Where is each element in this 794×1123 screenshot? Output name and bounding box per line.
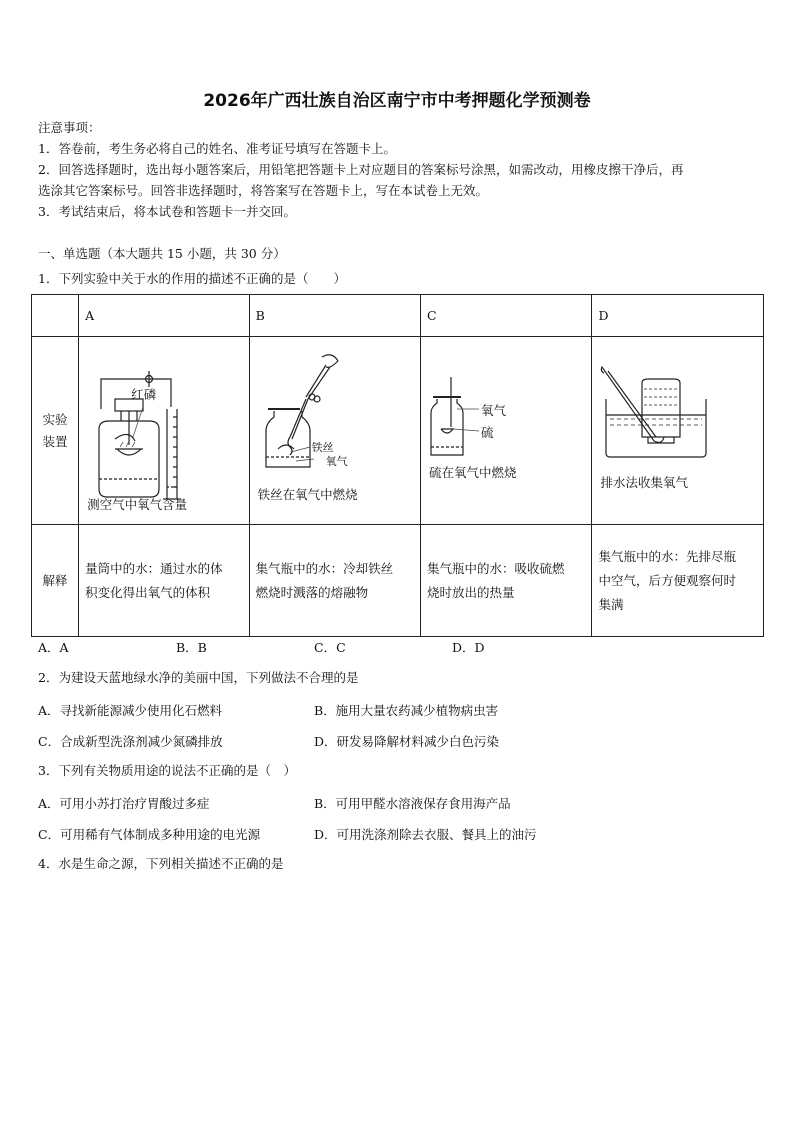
q3-option-c[interactable]: C．可用稀有气体制成多种用途的电光源 — [38, 827, 261, 842]
oxygen-label-c: 氧气 — [481, 403, 507, 418]
explanation-d — [592, 525, 764, 637]
notice-heading: 注意事项： — [38, 120, 101, 135]
red-phosphorus-label: 红磷 — [131, 387, 157, 402]
header-a: A — [79, 295, 249, 337]
notice-item-2-cont: 选涂其它答案标号。回答非选择题时，将答案写在答题卡上，写在本试卷上无效。 — [38, 183, 489, 198]
explanation-d-line1: 集气瓶中的水：先排尽瓶 — [598, 548, 736, 564]
explanation-b — [249, 525, 420, 637]
q1-table — [31, 294, 764, 637]
q2-option-b[interactable]: B．施用大量农药减少植物病虫害 — [314, 703, 499, 718]
notice-item-3: 3．考试结束后，将本试卷和答题卡一并交回。 — [38, 204, 296, 219]
header-c: C — [421, 295, 592, 337]
table-header-row — [32, 295, 764, 337]
q1-option-c[interactable]: C．C — [314, 640, 346, 655]
q3-option-d[interactable]: D．可用洗涤剂除去衣服、餐具上的油污 — [314, 827, 537, 842]
q2-option-a[interactable]: A．寻找新能源减少使用化石燃料 — [38, 703, 223, 718]
explanation-b-line2: 燃烧时溅落的熔融物 — [255, 584, 369, 600]
caption-a: 测空气中氧气含量 — [87, 497, 188, 512]
q1-option-d[interactable]: D．D — [452, 640, 485, 655]
q1-stem: 1．下列实验中关于水的作用的描述不正确的是（ ） — [38, 271, 346, 286]
oxygen-label-b: 氧气 — [325, 455, 348, 468]
q2-option-c[interactable]: C．合成新型洗涤剂减少氮磷排放 — [38, 734, 223, 749]
caption-c: 硫在氧气中燃烧 — [429, 465, 517, 480]
apparatus-row — [32, 337, 764, 525]
explanation-row-label: 解释 — [32, 525, 79, 637]
explanation-c-line1: 集气瓶中的水：吸收硫燃 — [427, 560, 565, 576]
explanation-d-line3: 集满 — [598, 596, 624, 612]
q2-option-d[interactable]: D．研发易降解材料减少白色污染 — [314, 734, 500, 749]
q1-option-a[interactable]: A．A — [38, 640, 69, 655]
notice-item-2: 2．回答选择题时，选出每小题答案后，用铅笔把答题卡上对应题目的答案标号涂黑，如需改动，用橡皮擦干净后，再 — [38, 162, 684, 177]
page-title: 2026年广西壮族自治区南宁市中考押题化学预测卷 — [203, 91, 591, 111]
q3-stem: 3．下列有关物质用途的说法不正确的是（ ） — [38, 763, 296, 778]
apparatus-row-label — [32, 337, 79, 525]
caption-b: 铁丝在氧气中燃烧 — [257, 487, 358, 502]
header-d: D — [592, 295, 764, 337]
apparatus-c — [421, 337, 592, 525]
section-heading: 一、单选题（本大题共 15 小题，共 30 分） — [38, 246, 286, 261]
apparatus-d — [592, 337, 764, 525]
explanation-d-line2: 中空气，后方便观察何时 — [598, 572, 736, 588]
apparatus-b — [249, 337, 420, 525]
q2-stem: 2．为建设天蓝地绿水净的美丽中国，下列做法不合理的是 — [38, 670, 359, 685]
apparatus-a — [79, 337, 249, 525]
q1-option-b[interactable]: B．B — [176, 640, 207, 655]
q3-option-a[interactable]: A．可用小苏打治疗胃酸过多症 — [38, 796, 210, 811]
water-displacement-diagram — [592, 337, 762, 524]
explanation-row — [32, 525, 764, 637]
explanation-a-line1: 量筒中的水：通过水的体 — [85, 560, 223, 576]
sulfur-label: 硫 — [481, 425, 494, 440]
explanation-b-line1: 集气瓶中的水：冷却铁丝 — [255, 560, 394, 576]
row-label-line2: 装置 — [42, 433, 68, 449]
sulfur-combustion-diagram — [421, 337, 591, 524]
iron-wire-label: 铁丝 — [311, 441, 334, 454]
q4-stem: 4．水是生命之源，下列相关描述不正确的是 — [38, 856, 284, 871]
header-b: B — [249, 295, 420, 337]
row-label-line1: 实验 — [42, 411, 68, 427]
explanation-a-line2: 积变化得出氧气的体积 — [85, 584, 211, 600]
q3-option-b[interactable]: B．可用甲醛水溶液保存食用海产品 — [314, 796, 511, 811]
notice-item-1: 1．答卷前，考生务必将自己的姓名、准考证号填写在答题卡上。 — [38, 141, 396, 156]
explanation-c — [421, 525, 592, 637]
table-corner-cell — [32, 295, 79, 337]
explanation-c-line2: 烧时放出的热量 — [427, 584, 515, 600]
caption-d: 排水法收集氧气 — [600, 475, 688, 490]
explanation-a — [79, 525, 249, 637]
